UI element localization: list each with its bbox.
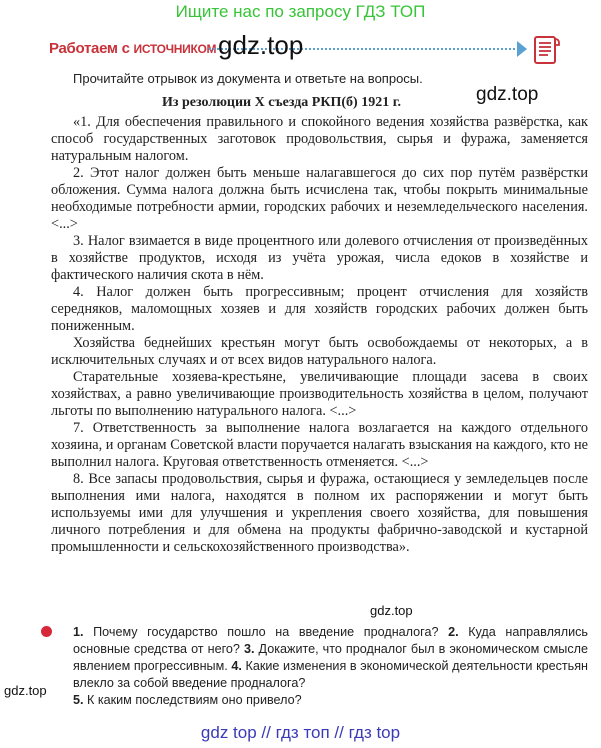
watermark-right: gdz.top — [476, 84, 539, 105]
document-body — [51, 114, 588, 556]
question-number: 3. — [243, 642, 255, 656]
section-title — [49, 40, 216, 57]
document-scroll-icon — [531, 34, 561, 66]
question-number: 2. — [448, 625, 459, 639]
question-number: 5. — [73, 693, 84, 707]
question-text: Какие изменения в экономической деятельности крестьян влекло за собой введение продналога? — [73, 659, 589, 690]
document-paragraph: 7. Ответственность за выполнение налога возлагается на каждого отдельного хозяина, и органам Советской власти поручается налагать взыскания на каждого, кто не выполнил налога. Круговая ответственность отменяется. <...> — [51, 420, 588, 470]
arrow-icon — [517, 41, 527, 57]
bullet-icon — [41, 626, 52, 637]
watermark-left: gdz.top — [4, 683, 47, 698]
document-paragraph: 8. Все запасы продовольствия, сырья и фуража, остающиеся у земледельцев после выполнения ими налога, находятся в полном их распоряжении и могут быть используемы ими для улучшения и укрепления своего хозяйства, для повышения личного потребления и для обмена на продукты фабрично-заводской и кустарной промышленности и сельскохозяйственного производства». — [51, 471, 588, 555]
question-number: 4. — [231, 659, 242, 673]
question-text: Куда направлялись основные средства от него? — [73, 625, 588, 656]
top-banner: Ищите нас по запросу ГДЗ ТОП — [175, 2, 426, 21]
document-paragraph: «1. Для обеспечения правильного и спокойного ведения хозяйства развёрстка, как способ государственных заготовок продовольствия, сырья и фуража, заменяется натуральным налогом. — [51, 114, 588, 164]
document-paragraph: 4. Налог должен быть прогрессивным; процент отчисления для хозяйств середняков, маломощных хозяев и для хозяйств городских рабочих должен быть пониженным. — [51, 284, 588, 334]
question-text: К каким последствиям оно привело? — [83, 693, 302, 707]
bottom-banner: gdz top // гдз топ // гдз top — [200, 723, 401, 742]
instruction-text: Прочитайте отрывок из документа и ответьте на вопросы. — [73, 71, 423, 86]
document-heading: Из резолюции X съезда РКП(б) 1921 г. — [162, 95, 401, 110]
document-paragraph: Старательные хозяева-крестьяне, увеличивающие площади засева в своих хозяйствах, а равно увеличивающие производительность хозяйства в целом, получают льготы по выполнению натурального налога. <...> — [51, 369, 588, 419]
section-title-part1: Работаем с — [49, 40, 134, 57]
question-text: Докажите, что продналог был в экономическом смысле явлением прогрессивным. — [73, 642, 588, 673]
document-paragraph: 3. Налог взимается в виде процентного или долевого отчисления от произведённых в хозяйстве продуктов, исходя из учёта урожая, числа едоков в хозяйстве и фактического наличия скота в нём. — [51, 233, 588, 283]
question-text: Почему государство пошло на введение продналога? — [83, 625, 449, 639]
section-header — [49, 34, 579, 70]
section-title-part2: ИСТОЧНИКОМ — [133, 42, 217, 56]
question-number: 1. — [73, 625, 84, 639]
document-paragraph: Хозяйства беднейших крестьян могут быть освобождаемы от некоторых, а в исключительных случаях и от всех видов натурального налога. — [51, 335, 588, 368]
document-paragraph: 2. Этот налог должен быть меньше налагавшегося до сих пор путём развёрстки обложения. Сумма налога должна быть исчислена так, чтобы покрыть минимальные необходимые потребности армии, городских рабочих и неземледельческого населения. <...> — [51, 165, 588, 232]
watermark-big: gdz.top — [218, 30, 304, 60]
watermark-mid: gdz.top — [370, 603, 413, 618]
questions-block — [73, 624, 588, 709]
